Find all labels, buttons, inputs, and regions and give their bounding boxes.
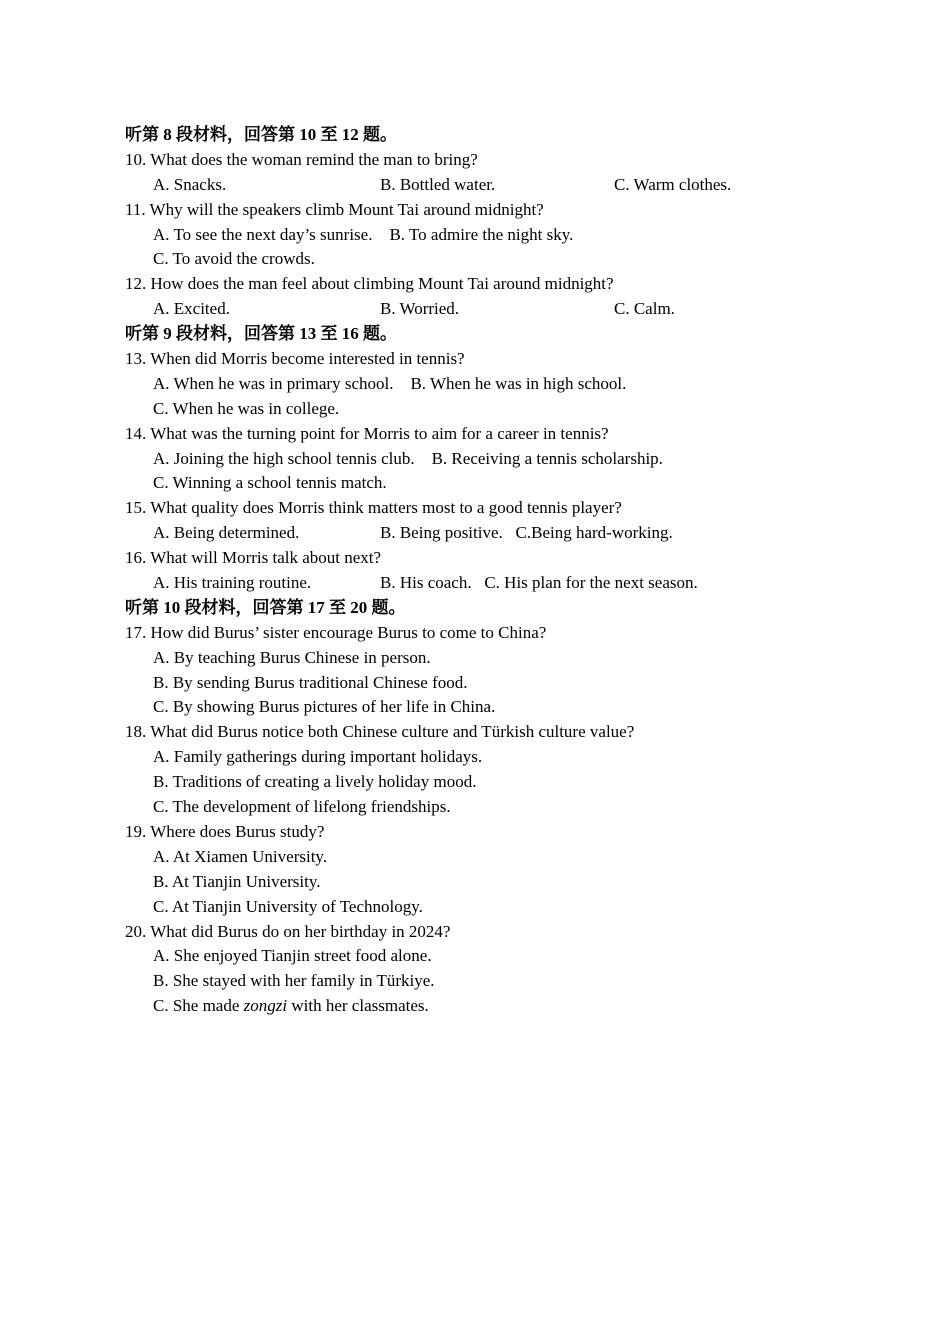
question-11: 11. Why will the speakers climb Mount Tai around midnight? <box>125 199 544 219</box>
options-row <box>125 571 825 596</box>
option-c-prefix: C. She made <box>153 996 244 1016</box>
question-14: 14. What was the turning point for Morris to aim for a career in tennis? <box>125 423 609 443</box>
section-header: 听第 9 段材料，回答第 13 至 16 题。 <box>125 324 397 344</box>
option-b: B. Bottled water. <box>380 174 496 194</box>
option-c: C. Warm clothes. <box>614 174 732 194</box>
options-bc: B. Being positive. C.Being hard-working. <box>380 523 673 543</box>
option-a: A. At Xiamen University. <box>153 846 328 866</box>
question-16: 16. What will Morris talk about next? <box>125 548 382 568</box>
option-c: C. To avoid the crowds. <box>153 249 315 269</box>
question-17: 17. How did Burus’ sister encourage Burus to come to China? <box>125 622 547 642</box>
question-15: 15. What quality does Morris think matters most to a good tennis player? <box>125 498 622 518</box>
option-a: A. Excited. <box>153 299 230 319</box>
option-b: B. Traditions of creating a lively holiday mood. <box>153 772 477 792</box>
option-a: A. Being determined. <box>153 523 300 543</box>
option-a: A. Snacks. <box>153 174 227 194</box>
option-a: A. His training routine. <box>153 573 312 593</box>
options-bc: B. His coach. C. His plan for the next season. <box>380 573 698 593</box>
options-row <box>125 297 825 322</box>
option-b: B. Worried. <box>380 299 460 319</box>
options-ab: A. Joining the high school tennis club. B. Receiving a tennis scholarship. <box>153 448 663 468</box>
option-b: B. She stayed with her family in Türkiye. <box>153 971 435 991</box>
option-c-suffix: with her classmates. <box>287 996 429 1016</box>
options-row <box>125 173 825 198</box>
option-c-italic-word: zongzi <box>243 996 288 1016</box>
question-12: 12. How does the man feel about climbing Mount Tai around midnight? <box>125 274 614 294</box>
option-c: C. At Tianjin University of Technology. <box>153 896 423 916</box>
question-19: 19. Where does Burus study? <box>125 821 325 841</box>
options-row <box>125 521 825 546</box>
option-a: A. By teaching Burus Chinese in person. <box>153 647 431 667</box>
question-10: 10. What does the woman remind the man to bring? <box>125 149 478 169</box>
option-c: C. The development of lifelong friendships. <box>153 797 451 817</box>
option-b: B. By sending Burus traditional Chinese food. <box>153 672 468 692</box>
option-a: A. Family gatherings during important holidays. <box>153 747 483 767</box>
option-c: C. When he was in college. <box>153 398 340 418</box>
exam-page <box>125 123 825 1019</box>
option-c: C. Winning a school tennis match. <box>153 473 387 493</box>
option-b: B. At Tianjin University. <box>153 871 321 891</box>
section-header: 听第 8 段材料，回答第 10 至 12 题。 <box>125 125 397 144</box>
question-13: 13. When did Morris become interested in tennis? <box>125 349 465 369</box>
option-c <box>125 994 825 1019</box>
options-ab: A. To see the next day’s sunrise. B. To admire the night sky. <box>153 224 574 244</box>
option-c: C. Calm. <box>614 299 675 319</box>
option-a: A. She enjoyed Tianjin street food alone. <box>153 946 432 966</box>
option-c: C. By showing Burus pictures of her life in China. <box>153 697 496 717</box>
options-ab: A. When he was in primary school. B. When he was in high school. <box>153 373 627 393</box>
question-20: 20. What did Burus do on her birthday in 2024? <box>125 921 451 941</box>
question-18: 18. What did Burus notice both Chinese culture and Türkish culture value? <box>125 722 635 742</box>
section-header: 听第 10 段材料，回答第 17 至 20 题。 <box>125 597 406 617</box>
